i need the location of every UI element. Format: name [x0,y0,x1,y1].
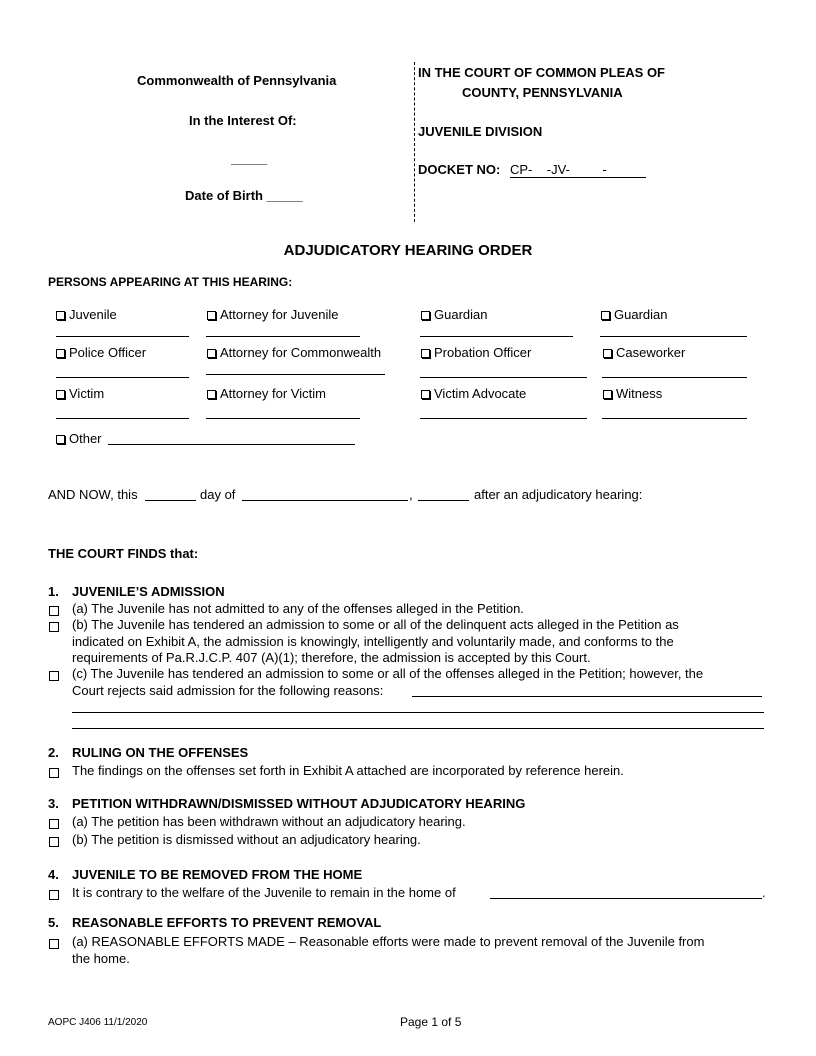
checkbox-probation-officer[interactable]: Probation Officer [421,345,531,360]
reasons-line-2 [72,712,764,713]
year-blank [418,500,469,501]
checkbox-victim[interactable]: Victim [56,386,104,401]
commonwealth-label: Commonwealth of Pennsylvania [137,73,337,88]
checkbox-2[interactable] [49,765,59,780]
division-label: JUVENILE DIVISION [418,124,543,139]
header-divider [414,62,415,222]
finding-5a-line1: (a) REASONABLE EFFORTS MADE – Reasonable efforts were made to prevent removal of the Juvenile from [72,934,705,949]
finding-4: It is contrary to the welfare of the Juvenile to remain in the home of [72,885,456,900]
checkbox-caseworker[interactable]: Caseworker [603,345,685,360]
docket-label: DOCKET NO: [418,162,501,177]
finding-1b-line2: indicated on Exhibit A, the admission is knowingly, intelligently and voluntarily made, and conforms to the [72,634,674,649]
page-number: Page 1 of 5 [400,1015,462,1029]
section-2-heading: 2. RULING ON THE OFFENSES [48,745,249,760]
checkbox-1b[interactable] [49,619,59,634]
and-now-text-2: day of [200,487,236,502]
finding-1c-line1: (c) The Juvenile has tendered an admission to some or all of the offenses alleged in the Petition; however, the [72,666,704,681]
checkbox-1c[interactable] [49,668,59,683]
finding-1c-line2: Court rejects said admission for the following reasons: [72,683,384,698]
section-4-heading: 4. JUVENILE TO BE REMOVED FROM THE HOME [48,867,363,882]
county-title: COUNTY, PENNSYLVANIA [462,85,623,100]
finding-3a: (a) The petition has been withdrawn without an adjudicatory hearing. [72,814,466,829]
checkbox-1a[interactable] [49,603,59,618]
finding-1b-line3: requirements of Pa.R.J.C.P. 407 (A)(1); therefore, the admission is accepted by this Court. [72,650,591,665]
day-blank [145,500,196,501]
checkbox-victim-advocate[interactable]: Victim Advocate [421,386,526,401]
checkbox-guardian-1[interactable]: Guardian [421,307,487,322]
checkbox-juvenile[interactable]: Juvenile [56,307,117,322]
and-now-text-3: after an adjudicatory hearing: [474,487,643,502]
section-5-heading: 5. REASONABLE EFFORTS TO PREVENT REMOVAL [48,915,382,930]
checkbox-5a[interactable] [49,936,59,951]
month-blank [242,500,408,501]
reasons-line-1 [412,696,762,697]
home-of-blank [490,898,762,899]
form-number: AOPC J406 11/1/2020 [48,1017,148,1028]
docket-number[interactable]: CP- -JV- - [510,162,646,178]
juvenile-name-blank[interactable]: _____ [231,151,268,166]
checkbox-police-officer[interactable]: Police Officer [56,345,146,360]
finding-2: The findings on the offenses set forth in Exhibit A attached are incorporated by reference herein. [72,763,624,778]
court-title: IN THE COURT OF COMMON PLEAS OF [418,65,665,80]
docket-field[interactable] [418,162,646,178]
checkbox-attorney-juvenile[interactable]: Attorney for Juvenile [207,307,339,322]
checkbox-witness[interactable]: Witness [603,386,662,401]
checkbox-attorney-victim[interactable]: Attorney for Victim [207,386,326,401]
checkbox-other[interactable]: Other [56,431,102,446]
and-now-comma: , [409,487,413,502]
in-interest-label: In the Interest Of: [189,113,297,128]
checkbox-3b[interactable] [49,834,59,849]
and-now-text-1: AND NOW, this [48,487,138,502]
finding-4-period: . [762,885,766,900]
checkbox-attorney-commonwealth[interactable]: Attorney for Commonwealth [207,345,381,360]
section-1-heading: 1. JUVENILE’S ADMISSION [48,584,225,599]
finding-3b: (b) The petition is dismissed without an adjudicatory hearing. [72,832,421,847]
finding-1b-line1: (b) The Juvenile has tendered an admission to some or all of the delinquent acts alleged in the Petition as [72,617,679,632]
checkbox-4[interactable] [49,887,59,902]
checkbox-3a[interactable] [49,816,59,831]
section-3-heading: 3. PETITION WITHDRAWN/DISMISSED WITHOUT ADJUDICATORY HEARING [48,796,526,811]
persons-heading: PERSONS APPEARING AT THIS HEARING: [48,275,293,289]
checkbox-guardian-2[interactable]: Guardian [601,307,667,322]
finding-1a: (a) The Juvenile has not admitted to any of the offenses alleged in the Petition. [72,601,524,616]
page-title: ADJUDICATORY HEARING ORDER [283,242,533,259]
court-finds-heading: THE COURT FINDS that: [48,546,199,561]
finding-5a-line2: the home. [72,951,130,966]
date-of-birth-field[interactable]: Date of Birth _____ [185,188,303,203]
reasons-line-3 [72,728,764,729]
